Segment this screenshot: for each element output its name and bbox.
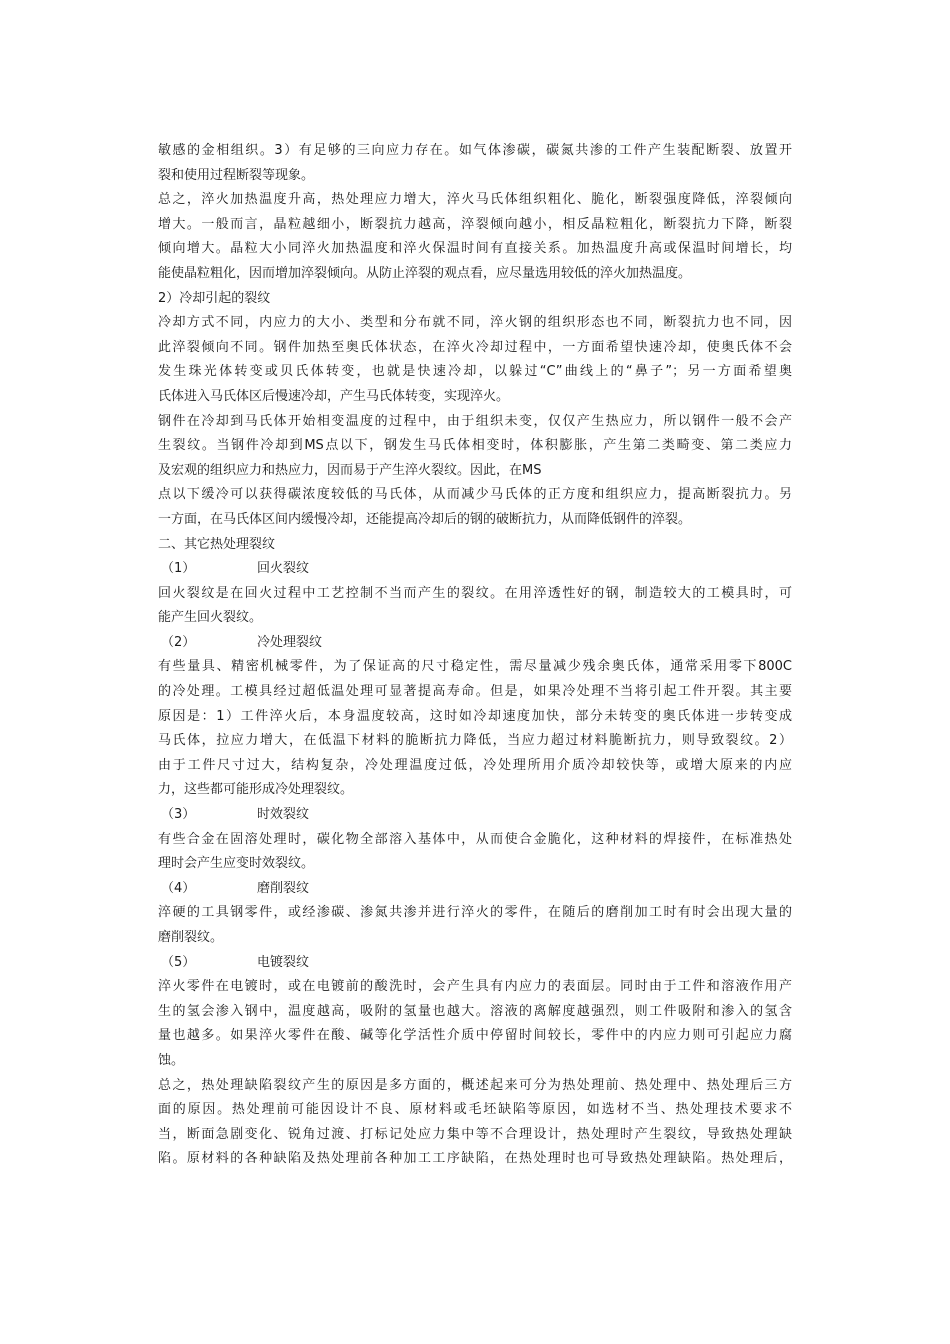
text-line: 生的氢会渗入钢中，温度越高，吸附的氢量也越大。溶液的离解度越强烈，则工件吸附和渗入的氢含 (158, 1003, 792, 1019)
text-line: 总之，淬火加热温度升高，热处理应力增大，淬火马氏体组织粗化、脆化，断裂强度降低，淬裂倾向 (158, 192, 792, 208)
text-line: 的冷处理。工模具经过超低温处理可显著提高寿命。但是，如果冷处理不当将引起工件开裂。其主要 (158, 684, 792, 700)
text-line: 回火裂纹是在回火过程中工艺控制不当而产生的裂纹。在用淬透性好的钢，制造较大的工模具时，可 (158, 585, 792, 601)
section-heading (158, 877, 792, 902)
text-line: 蚀。 (158, 1052, 185, 1068)
text-line: 及宏观的组织应力和热应力，因而易于产生淬火裂纹。因此，在MS (158, 462, 542, 478)
text-line: 2）冷却引起的裂纹 (158, 290, 271, 306)
text-line: 量也越多。如果淬火零件在酸、碱等化学活性介质中停留时间较长，零件中的内应力则可引起应力腐 (158, 1028, 792, 1044)
text-line: 氏体进入马氏体区后慢速冷却，产生马氏体转变，实现淬火。 (158, 388, 510, 404)
text-line: 裂和使用过程断裂等现象。 (158, 167, 315, 183)
heading-number: （3） (161, 807, 196, 823)
document-body (158, 139, 792, 1172)
text-line: 淬火零件在电镀时，或在电镀前的酸洗时，会产生具有内应力的表面层。同时由于工件和溶液作用产 (158, 979, 792, 995)
text-line: 生裂纹。当钢件冷却到MS点以下，钢发生马氏体相变时，体积膨胀，产生第二类畸变、第二类应力 (158, 438, 792, 454)
text-line: 能产生回火裂纹。 (158, 610, 263, 626)
text-line: 敏感的金相组织。3）有足够的三向应力存在。如气体渗碳，碳氮共渗的工件产生装配断裂、放置开 (158, 143, 792, 158)
text-line: 发生珠光体转变或贝氏体转变，也就是快速冷却，以躲过“C”曲线上的“鼻子”；另一方面希望奥 (158, 364, 792, 380)
heading-title: 回火裂纹 (257, 561, 310, 577)
heading-title: 冷处理裂纹 (257, 634, 323, 650)
heading-title: 时效裂纹 (257, 807, 310, 823)
text-line: 增大。一般而言，晶粒越细小，断裂抗力越高，淬裂倾向越小，相反晶粒粗化，断裂抗力下降，断裂 (158, 216, 792, 232)
heading-number: （4） (161, 880, 196, 896)
text-line: 二、其它热处理裂纹 (158, 536, 276, 552)
section-heading (158, 951, 792, 976)
heading-title: 磨削裂纹 (257, 880, 310, 896)
heading-number: （2） (161, 634, 196, 650)
text-line: 原因是：1）工件淬火后，本身温度较高，这时如冷却速度加快，部分未转变的奥氏体进一步转变成 (158, 708, 792, 724)
text-line: 磨削裂纹。 (158, 930, 224, 945)
text-line: 点以下缓冷可以获得碳浓度较低的马氏体，从而减少马氏体的正方度和组织应力，提高断裂抗力。另 (158, 487, 792, 503)
text-line: 由于工件尺寸过大，结构复杂，冷处理温度过低，冷处理所用介质冷却较快等，或增大原来的内应 (158, 757, 792, 773)
heading-title: 电镀裂纹 (257, 954, 310, 970)
section-heading (158, 557, 792, 582)
section-heading (158, 803, 792, 828)
text-line: 陷。原材料的各种缺陷及热处理前各种加工工序缺陷，在热处理时也可导致热处理缺陷。热处理后， (158, 1151, 792, 1167)
text-line: 当，断面急剧变化、锐角过渡、打标记处应力集中等不合理设计，热处理时产生裂纹，导致热处理缺 (158, 1126, 792, 1142)
text-line: 一方面，在马氏体区间内缓慢冷却，还能提高冷却后的钢的破断抗力，从而降低钢件的淬裂。 (158, 511, 692, 527)
text-line: 力，这些都可能形成冷处理裂纹。 (158, 782, 354, 798)
text-line: 马氏体，拉应力增大，在低温下材料的脆断抗力降低，当应力超过材料脆断抗力，则导致裂纹。2） (158, 733, 792, 749)
text-line: 理时会产生应变时效裂纹。 (158, 856, 315, 872)
text-line: 倾向增大。晶粒大小同淬火加热温度和淬火保温时间有直接关系。加热温度升高或保温时间增长，均 (158, 241, 792, 257)
text-line: 总之，热处理缺陷裂纹产生的原因是多方面的，概述起来可分为热处理前、热处理中、热处理后三方 (158, 1077, 792, 1093)
text-line: 有些合金在固溶处理时，碳化物全部溶入基体中，从而使合金脆化，这种材料的焊接件，在标准热处 (158, 831, 792, 847)
heading-number: （1） (161, 561, 196, 577)
text-line: 淬硬的工具钢零件，或经渗碳、渗氮共渗并进行淬火的零件，在随后的磨削加工时有时会出现大量的 (158, 905, 792, 921)
text-line: 此淬裂倾向不同。钢件加热至奥氏体状态，在淬火冷却过程中，一方面希望快速冷却，使奥氏体不会 (158, 339, 792, 355)
heading-number: （5） (161, 954, 196, 970)
section-heading (158, 631, 792, 656)
text-line: 有些量具、精密机械零件，为了保证高的尺寸稳定性，需尽量减少残余奥氏体，通常采用零下800C (158, 659, 792, 675)
text-line: 冷却方式不同，内应力的大小、类型和分布就不同，淬火钢的组织形态也不同，断裂抗力也不同，因 (158, 315, 792, 331)
text-line: 钢件在冷却到马氏体开始相变温度的过程中，由于组织未变，仅仅产生热应力，所以钢件一般不会产 (158, 413, 792, 429)
text-line: 面的原因。热处理前可能因设计不良、原材料或毛坯缺陷等原因，如选材不当、热处理技术要求不 (158, 1102, 792, 1118)
text-line: 能使晶粒粗化，因而增加淬裂倾向。从防止淬裂的观点看，应尽量选用较低的淬火加热温度。 (158, 265, 692, 281)
